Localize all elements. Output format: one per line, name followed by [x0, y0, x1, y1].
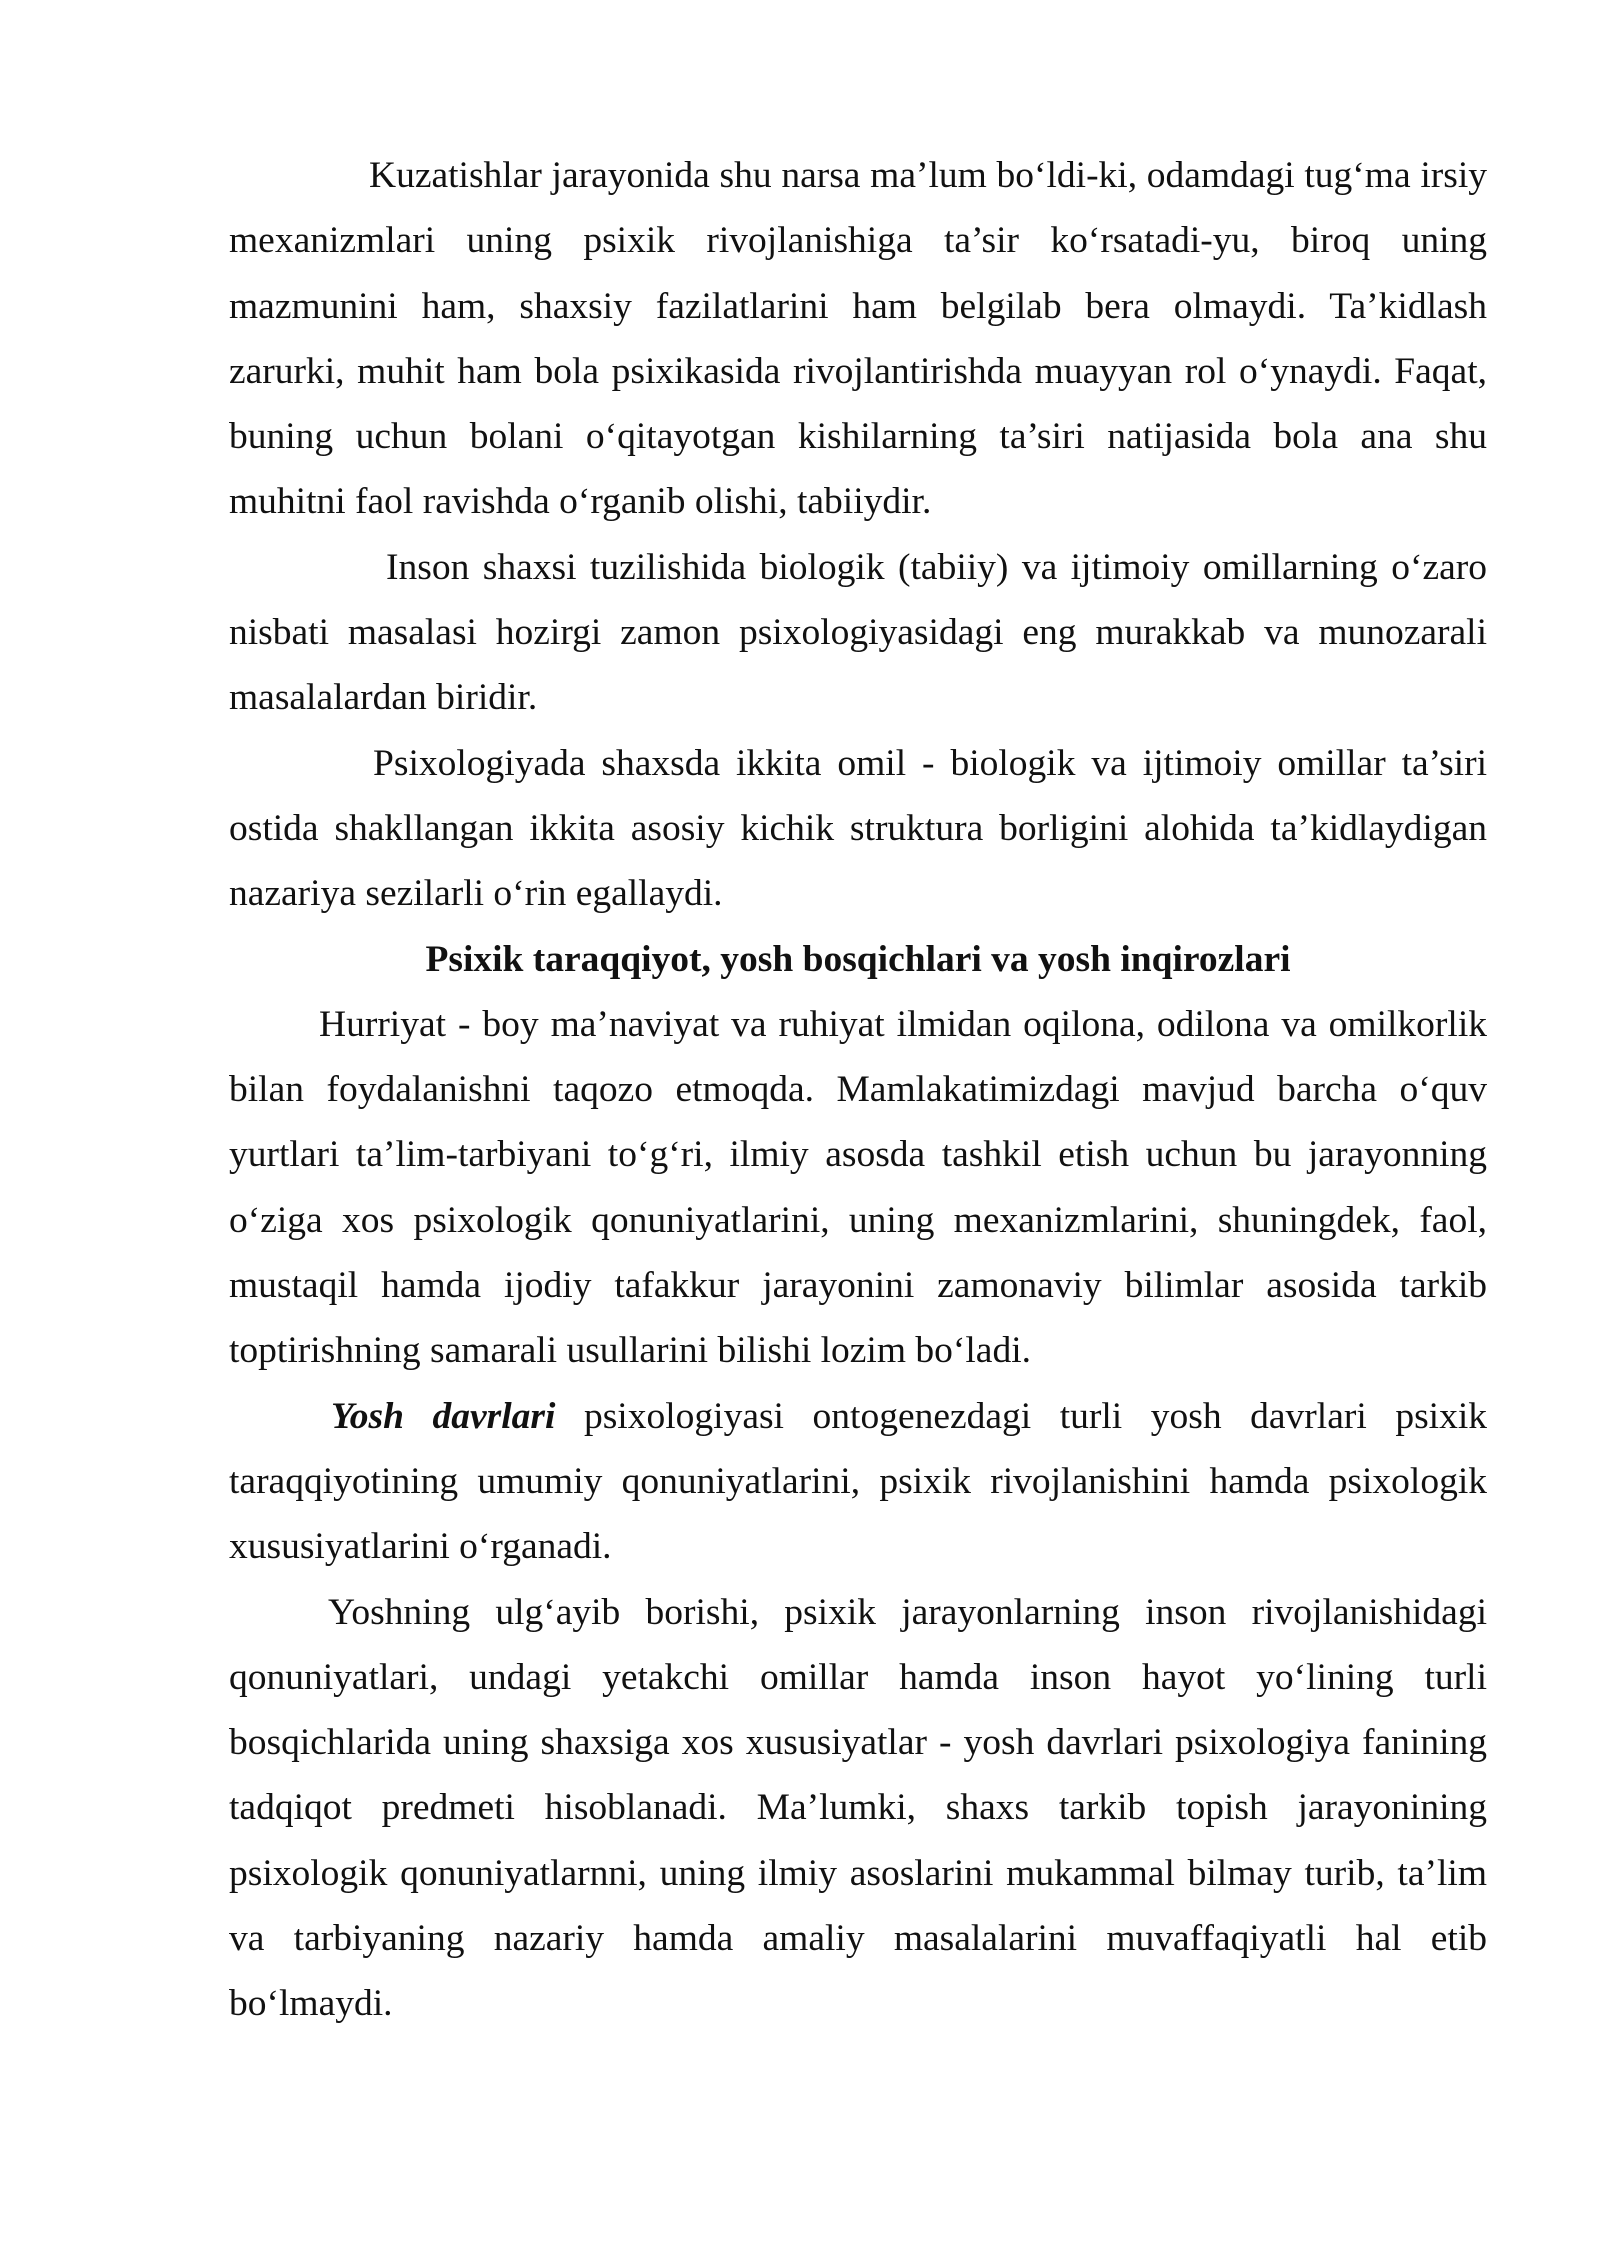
- term-yosh-davrlari: Yosh davrlari: [331, 1395, 556, 1437]
- section-heading: Psixik taraqqiyot, yosh bosqichlari va yosh inqirozlari: [425, 938, 1291, 980]
- paragraph-age-periods-text: psixologiyasi ontogenezdagi turli yosh davrlari psixik taraqqiyotining umumiy qonuniyatlarini, psixik rivojlanishini hamda psixologik xususiyatlarini o‘rganadi.: [229, 1395, 1487, 1568]
- paragraph-two-factors: Psixologiyada shaxsda ikkita omil - biologik va ijtimoiy omillar ta’siri ostida shakllangan ikkita asosiy kichik struktura borligini alohida ta’kidlaydigan nazariya sezilarli o‘rin egallaydi.: [229, 742, 1487, 915]
- paragraph-heredity: Kuzatishlar jarayonida shu narsa ma’lum bo‘ldi-ki, odamdagi tug‘ma irsiy mexanizmlari uning psixik rivojlanishiga ta’sir ko‘rsatadi-yu, biroq uning mazmunini ham, shaxsiy fazilatlarini ham belgilab bera olmaydi. Ta’kidlash zarurki, muhit ham bola psixikasida rivojlantirishda muayyan rol o‘ynaydi. Faqat, buning uchun bolani o‘qitayotgan kishilarning ta’siri natijasida bola ana shu muhitni faol ravishda o‘rganib olishi, tabiiydir.: [229, 155, 1487, 523]
- paragraph-growing-up: Yoshning ulg‘ayib borishi, psixik jarayonlarning inson rivojlanishidagi qonuniyatlari, undagi yetakchi omillar hamda inson hayot yo‘lining turli bosqichlarida uning shaxsiga xos xususiyatlar - yosh davrlari psixologiya fanining tadqiqot predmeti hisoblanadi. Ma’lumki, shaxs tarkib topish jarayonining psixologik qonuniyatlarnni, uning ilmiy asoslarini mukammal bilmay turib, ta’lim va tarbiyaning nazariy hamda amaliy masalalarini muvaffaqiyatli hal etib bo‘lmaydi.: [229, 1591, 1487, 2025]
- paragraph-freedom: Hurriyat - boy ma’naviyat va ruhiyat ilmidan oqilona, odilona va omilkorlik bilan foydalanishni taqozo etmoqda. Mamlakatimizdagi mavjud barcha o‘quv yurtlari ta’lim-tarbiyani to‘g‘ri, ilmiy asosda tashkil etish uchun bu jarayonning o‘ziga xos psixologik qonuniyatlarini, uning mexanizmlarini, shuningdek, faol, mustaqil hamda ijodiy tafakkur jarayonini zamonaviy bilimlar asosida tarkib toptirishning samarali usullarini bilishi lozim bo‘ladi.: [229, 1003, 1487, 1372]
- paragraph-age-periods: [229, 1384, 1487, 1580]
- paragraph-biological-social: Inson shaxsi tuzilishida biologik (tabiiy) va ijtimoiy omillarning o‘zaro nisbati masalasi hozirgi zamon psixologiyasidagi eng murakkab va munozarali masalalardan biridir.: [229, 546, 1487, 719]
- document-body: [229, 143, 1487, 2037]
